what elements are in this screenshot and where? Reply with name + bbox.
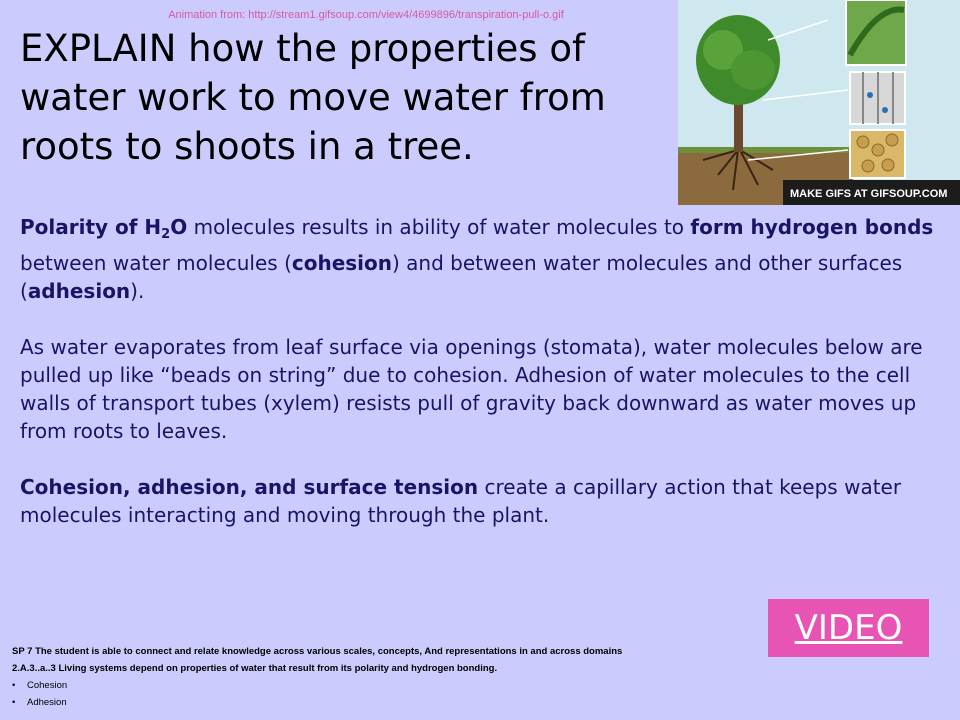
slide-title: EXPLAIN how the properties of water work to move water from roots to shoots in a tree.: [20, 27, 606, 168]
paragraph-evaporation: As water evaporates from leaf surface via openings (stomata), water molecules below are pulled up like “beads on string” due to cohesion. Adhesion of water molecules to the cell walls of transport tubes (xylem) resists pull of gravity back downward as water moves up from roots to leaves.: [20, 335, 923, 443]
text-span: ) and between water molecules and other surfaces (: [20, 251, 903, 303]
gif-watermark: MAKE GIFS AT GIFSOUP.COM: [790, 188, 948, 200]
standard-2a3: 2.A.3..a..3 Living systems depend on properties of water that result from its polarity and hydrogen bonding.: [12, 663, 498, 674]
standard-sp7: SP 7 The student is able to connect and relate knowledge across various scales, concepts, And representations in and across domains: [12, 646, 623, 657]
capillary-terms: Cohesion, adhesion, and surface tension: [20, 475, 479, 499]
subscript-2: 2: [161, 227, 171, 242]
cohesion-term: cohesion: [291, 251, 393, 275]
tree-illustration: [678, 0, 960, 205]
text-span: ).: [130, 279, 145, 303]
polarity-term: Polarity of H: [20, 215, 162, 239]
standards-notes: [12, 643, 772, 711]
body-text: [20, 213, 940, 529]
bullet-adhesion: • Adhesion: [12, 694, 772, 711]
transpiration-animation: [678, 0, 960, 205]
standards-bullet-list: [12, 677, 772, 711]
text-span: between water molecules (: [20, 251, 292, 275]
animation-credit: Animation from: http://stream1.gifsoup.com/view4/4699896/transpiration-pull-o.gif: [168, 9, 564, 21]
bullet-cohesion: • Cohesion: [12, 677, 772, 694]
paragraph-polarity: [20, 213, 940, 305]
hydrogen-bonds-term: form hydrogen bonds: [690, 215, 934, 239]
paragraph-capillary: [20, 473, 940, 529]
text-span: create a capillary action that keeps water molecules interacting and moving through the plant.: [20, 475, 902, 527]
text-span: molecules results in ability of water molecules to: [187, 215, 691, 239]
video-link-button[interactable]: VIDEO: [768, 599, 929, 657]
adhesion-term: adhesion: [27, 279, 131, 303]
oxygen-symbol: O: [170, 215, 188, 239]
